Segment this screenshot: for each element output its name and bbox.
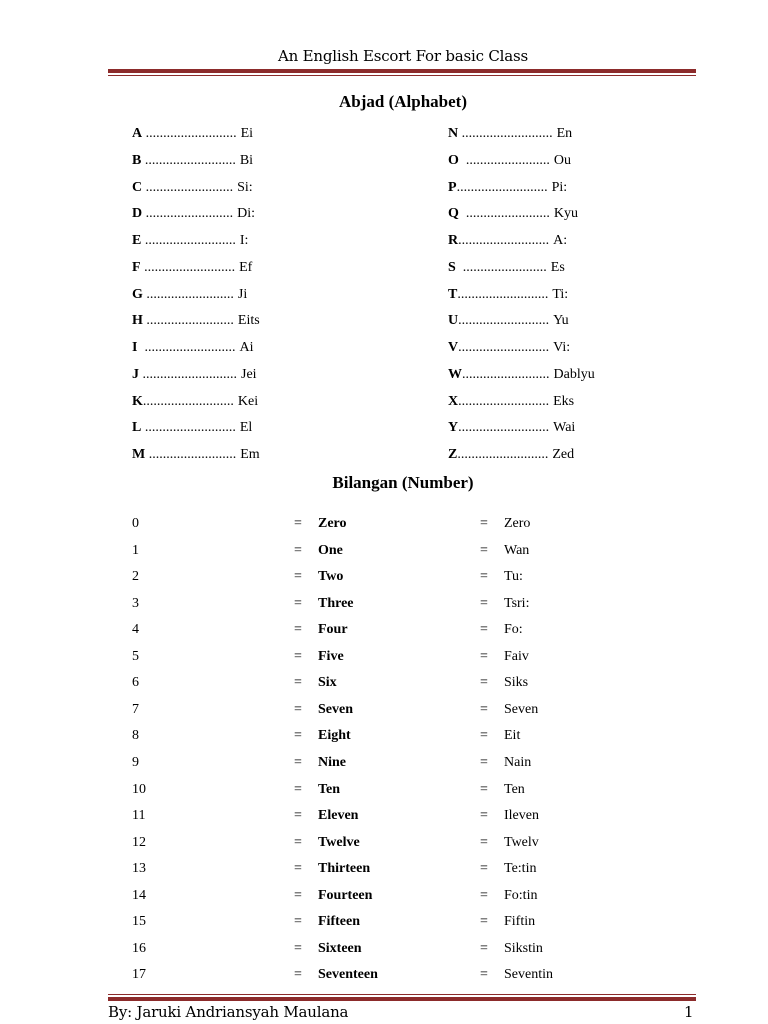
number-digit: 9 <box>132 754 139 770</box>
number-pronunciation: Sikstin <box>504 940 543 956</box>
equals-sign: = <box>480 701 488 717</box>
equals-sign: = <box>294 914 302 930</box>
equals-sign: = <box>480 808 488 824</box>
alphabet-pronunciation: Kei <box>237 393 259 409</box>
equals-sign: = <box>294 967 302 983</box>
alphabet-row <box>448 340 570 356</box>
alphabet-pronunciation: Dablyu <box>553 366 595 382</box>
dot-leader: .......................... <box>141 420 236 436</box>
dot-leader: .......................... <box>137 340 236 355</box>
alphabet-letter: Q <box>448 206 459 222</box>
number-pronunciation: Tu: <box>504 569 523 585</box>
number-digit: 14 <box>132 887 146 903</box>
equals-sign: = <box>294 516 302 531</box>
alphabet-row <box>132 313 260 329</box>
number-digit: 13 <box>132 861 146 877</box>
equals-sign: = <box>480 781 488 797</box>
alphabet-letter: Y <box>448 420 459 436</box>
alphabet-row <box>132 260 252 276</box>
alphabet-pronunciation: Ef <box>239 259 253 275</box>
alphabet-pronunciation: Ou <box>553 152 572 168</box>
equals-sign: = <box>294 781 302 797</box>
header-rule-thin <box>108 75 696 76</box>
alphabet-pronunciation: Ji <box>237 286 248 302</box>
number-pronunciation: Seventin <box>504 967 553 983</box>
alphabet-row <box>448 394 574 410</box>
dot-leader: .......................... <box>456 179 548 195</box>
number-digit: 6 <box>132 675 139 691</box>
alphabet-row <box>448 126 572 142</box>
number-pronunciation: Ileven <box>504 808 539 824</box>
number-digit: 16 <box>132 940 146 956</box>
number-digit: 11 <box>132 808 146 824</box>
number-pronunciation: Seven <box>504 701 539 717</box>
dot-leader: ......................... <box>142 286 234 302</box>
dot-leader: .......................... <box>458 340 550 355</box>
alphabet-letter: T <box>448 286 458 302</box>
equals-sign: = <box>480 967 488 983</box>
alphabet-row <box>448 153 571 169</box>
alphabet-pronunciation: Ti: <box>552 286 569 302</box>
dot-leader: .......................... <box>458 126 553 141</box>
alphabet-pronunciation: Eits <box>237 313 260 329</box>
number-digit: 0 <box>132 516 139 531</box>
equals-sign: = <box>294 648 302 664</box>
alphabet-row <box>448 206 578 222</box>
alphabet-pronunciation: A: <box>553 233 568 248</box>
footer-rule-thin <box>108 994 696 995</box>
equals-sign: = <box>480 914 488 930</box>
alphabet-row <box>132 206 255 222</box>
dot-leader: .......................... <box>142 393 234 409</box>
alphabet-row <box>448 367 595 383</box>
number-pronunciation: Eit <box>504 728 521 744</box>
alphabet-pronunciation: Kyu <box>553 206 579 222</box>
equals-sign: = <box>294 887 302 903</box>
alphabet-row <box>448 260 565 276</box>
dot-leader: .......................... <box>458 393 550 409</box>
alphabet-letter: D <box>132 206 143 222</box>
alphabet-letter: P <box>448 179 457 195</box>
number-word: Eleven <box>318 808 359 824</box>
equals-sign: = <box>480 834 488 850</box>
number-word: Zero <box>318 516 347 531</box>
dot-leader: .......................... <box>142 126 237 141</box>
number-pronunciation: Twelv <box>504 834 539 850</box>
dot-leader: ......................... <box>145 447 237 462</box>
number-word: Three <box>318 595 354 611</box>
equals-sign: = <box>294 861 302 877</box>
alphabet-pronunciation: Em <box>240 447 260 462</box>
equals-sign: = <box>294 542 302 558</box>
alphabet-row <box>448 180 567 196</box>
number-digit: 10 <box>132 781 146 797</box>
alphabet-letter: S <box>448 259 456 275</box>
dot-leader: .......................... <box>457 286 549 302</box>
equals-sign: = <box>480 542 488 558</box>
alphabet-letter: U <box>448 313 459 329</box>
page-number: 1 <box>684 1003 694 1021</box>
alphabet-pronunciation: El <box>239 420 253 436</box>
footer-author: By: Jaruki Andriansyah Maulana <box>108 1003 349 1021</box>
alphabet-letter: L <box>132 420 142 436</box>
alphabet-pronunciation: Jei <box>241 366 257 382</box>
number-pronunciation: Fiftin <box>504 914 536 930</box>
equals-sign: = <box>480 516 488 531</box>
alphabet-letter: B <box>132 152 142 168</box>
number-pronunciation: Wan <box>504 542 530 558</box>
alphabet-pronunciation: Ei <box>240 126 254 141</box>
number-word: Seven <box>318 701 353 717</box>
dot-leader: .......................... <box>141 152 236 168</box>
alphabet-row <box>132 367 257 383</box>
alphabet-row <box>448 420 575 436</box>
alphabet-row <box>448 447 574 463</box>
number-word: Sixteen <box>318 940 362 956</box>
number-word: Fourteen <box>318 887 373 903</box>
alphabet-pronunciation: Eks <box>553 393 575 409</box>
number-word: Six <box>318 675 337 691</box>
alphabet-row <box>448 287 568 303</box>
equals-sign: = <box>294 940 302 956</box>
alphabet-pronunciation: Yu <box>553 313 569 329</box>
equals-sign: = <box>480 622 488 638</box>
header-title: An English Escort For basic Class <box>277 47 529 65</box>
alphabet-row <box>132 340 253 356</box>
alphabet-row <box>132 447 260 463</box>
equals-sign: = <box>480 728 488 744</box>
alphabet-pronunciation: Vi: <box>553 340 571 355</box>
dot-leader: ......................... <box>142 206 234 222</box>
footer-rule <box>108 997 696 1001</box>
alphabet-letter: I <box>132 340 138 355</box>
number-word: Fifteen <box>318 914 360 930</box>
dot-leader: .......................... <box>458 420 550 436</box>
alphabet-letter: W <box>448 366 462 382</box>
alphabet-pronunciation: Ai <box>239 340 254 355</box>
number-digit: 12 <box>132 834 146 850</box>
alphabet-pronunciation: Es <box>550 259 565 275</box>
alphabet-letter: A <box>132 126 143 141</box>
alphabet-letter: Z <box>448 447 458 462</box>
number-digit: 1 <box>132 542 139 558</box>
dot-leader: ......................... <box>142 313 234 329</box>
number-digit: 15 <box>132 914 146 930</box>
alphabet-letter: C <box>132 179 143 195</box>
equals-sign: = <box>480 887 488 903</box>
alphabet-row <box>132 153 253 169</box>
number-word: Four <box>318 622 348 638</box>
number-word: Nine <box>318 754 346 770</box>
number-pronunciation: Zero <box>504 516 531 531</box>
alphabet-letter: O <box>448 152 459 168</box>
equals-sign: = <box>294 728 302 744</box>
alphabet-pronunciation: Pi: <box>551 179 568 195</box>
equals-sign: = <box>294 808 302 824</box>
dot-leader: ......................... <box>142 179 234 195</box>
equals-sign: = <box>480 595 488 611</box>
dot-leader: .......................... <box>140 259 236 275</box>
header-rule <box>108 69 696 73</box>
alphabet-row <box>448 313 569 329</box>
alphabet-heading: Abjad (Alphabet) <box>339 92 467 111</box>
dot-leader: ......................... <box>462 366 550 382</box>
alphabet-row <box>448 233 567 249</box>
alphabet-letter: M <box>132 447 146 462</box>
alphabet-letter: F <box>132 259 141 275</box>
number-pronunciation: Tsri: <box>504 595 530 611</box>
equals-sign: = <box>294 622 302 638</box>
alphabet-letter: N <box>448 126 459 141</box>
alphabet-pronunciation: Zed <box>552 447 575 462</box>
number-word: Five <box>318 648 344 664</box>
number-pronunciation: Nain <box>504 754 532 770</box>
alphabet-pronunciation: Di: <box>237 206 256 222</box>
dot-leader: ........................... <box>139 366 237 382</box>
equals-sign: = <box>480 648 488 664</box>
alphabet-letter: X <box>448 393 459 409</box>
number-word: Twelve <box>318 834 360 850</box>
number-word: Eight <box>318 728 351 744</box>
number-digit: 4 <box>132 622 139 638</box>
alphabet-pronunciation: En <box>556 126 573 141</box>
number-word: Ten <box>318 781 341 797</box>
number-word: One <box>318 542 343 558</box>
alphabet-letter: E <box>132 233 142 248</box>
equals-sign: = <box>294 595 302 611</box>
alphabet-row <box>132 287 247 303</box>
alphabet-letter: K <box>132 393 143 409</box>
alphabet-letter: V <box>448 340 459 355</box>
equals-sign: = <box>294 834 302 850</box>
alphabet-letter: J <box>132 366 139 382</box>
alphabet-letter: H <box>132 313 143 329</box>
dot-leader: .......................... <box>141 233 236 248</box>
number-pronunciation: Siks <box>504 675 529 691</box>
alphabet-letter: R <box>448 233 459 248</box>
alphabet-row <box>132 126 253 142</box>
dot-leader: .......................... <box>458 233 550 248</box>
equals-sign: = <box>480 940 488 956</box>
number-digit: 7 <box>132 701 139 717</box>
number-word: Two <box>318 569 344 585</box>
alphabet-row <box>132 420 252 436</box>
number-digit: 5 <box>132 648 139 664</box>
dot-leader: ........................ <box>458 152 550 168</box>
number-digit: 8 <box>132 728 139 744</box>
number-pronunciation: Ten <box>504 781 525 797</box>
equals-sign: = <box>480 861 488 877</box>
alphabet-letter: G <box>132 286 143 302</box>
numbers-heading: Bilangan (Number) <box>332 473 474 492</box>
equals-sign: = <box>480 675 488 691</box>
alphabet-pronunciation: Si: <box>237 179 253 195</box>
alphabet-pronunciation: Wai <box>553 420 576 436</box>
alphabet-pronunciation: Bi <box>239 152 254 168</box>
alphabet-row <box>132 394 258 410</box>
dot-leader: ........................ <box>455 259 547 275</box>
number-pronunciation: Fo:tin <box>504 887 538 903</box>
number-word: Thirteen <box>318 861 371 877</box>
alphabet-row <box>132 233 248 249</box>
equals-sign: = <box>480 569 488 585</box>
number-pronunciation: Te:tin <box>504 861 537 877</box>
equals-sign: = <box>294 675 302 691</box>
equals-sign: = <box>294 569 302 585</box>
dot-leader: .......................... <box>458 313 550 329</box>
equals-sign: = <box>480 754 488 770</box>
number-digit: 17 <box>132 967 146 983</box>
equals-sign: = <box>294 701 302 717</box>
number-digit: 3 <box>132 595 139 611</box>
alphabet-pronunciation: I: <box>239 233 249 248</box>
alphabet-row <box>132 180 253 196</box>
number-word: Seventeen <box>318 967 378 983</box>
dot-leader: ........................ <box>458 206 550 222</box>
equals-sign: = <box>294 754 302 770</box>
dot-leader: .......................... <box>457 447 549 462</box>
number-pronunciation: Fo: <box>504 622 523 638</box>
number-digit: 2 <box>132 569 139 585</box>
number-pronunciation: Faiv <box>504 648 529 664</box>
